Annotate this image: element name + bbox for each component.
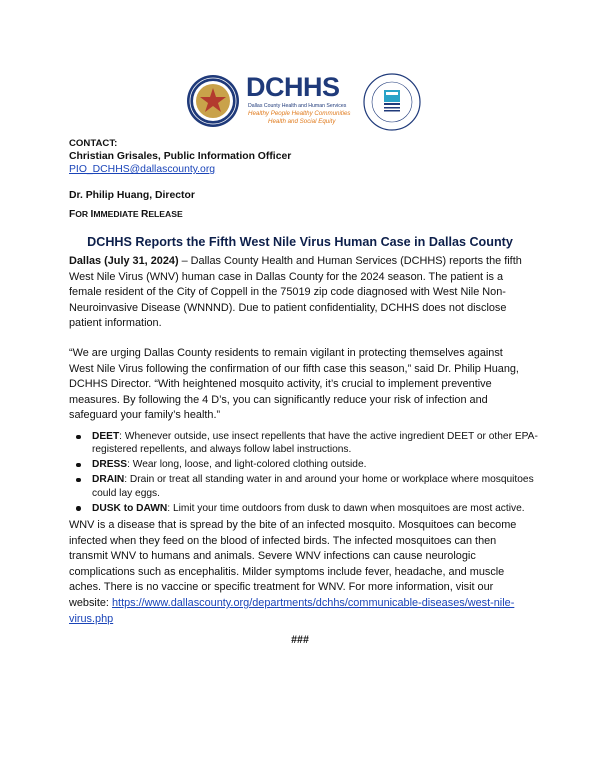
paragraph-quote [69,346,539,424]
bullet-text: : Wear long, loose, and light-colored clothing outside. [127,459,367,471]
bullet-line [92,430,549,443]
para1-line: Neuroinvasive Disease (WNNND). Due to patient confidentiality, DCHHS does not disclose [69,301,507,314]
para2-line: “We are urging Dallas County residents to remain vigilant in protecting themselves against [69,347,503,359]
contact-email-link[interactable]: PIO_DCHHS@dallascounty.org [69,164,216,175]
bullet-line [92,473,549,486]
brand-tagline-2: Health and Social Equity [268,118,336,125]
press-release-title: DCHHS Reports the Fifth West Nile Virus Human Case in Dallas County [87,235,513,249]
bullet-line: could lay eggs. [92,487,160,499]
release-word-for: OR [75,209,91,219]
para1-line-text: – Dallas County Health and Human Services (DCHHS) reports the fifth [178,255,522,267]
para1-line: female resident of the City of Coppell in the 75019 zip code diagnosed with West Nile Non- [69,286,506,299]
bullet-term: DRAIN [92,474,125,486]
header-logos [0,70,600,134]
list-item [69,502,549,515]
accreditation-seal-icon [362,72,422,132]
release-letter-r: R [140,209,149,220]
brand-name: DCHHS [246,72,340,102]
four-ds-list [69,430,549,517]
para3-line: infected when they feed on the blood of infected birds. The infected mosquitoes can then [69,534,497,547]
bullet-icon [76,435,81,440]
release-letter-i: I [90,209,94,220]
bullet-term: DRESS [92,459,128,471]
county-seal-icon [186,74,240,128]
list-item [69,430,549,457]
para2-line: DCHHS Director. “With heightened mosquito activity, it’s crucial to implement preventive [69,378,492,391]
bullet-text: : Drain or treat all standing water in and around your home or workplace where mosquitoes [124,474,534,486]
website-link[interactable]: https://www.dallascounty.org/departments/dchhs/communicable-diseases/west-nile- [111,596,515,609]
paragraph-wnv-info [69,518,539,627]
bullet-line [92,502,549,515]
release-label [69,208,183,221]
para1-line [69,254,539,270]
bullet-line: registered repellents, and always follow label instructions. [92,444,352,456]
release-letter-f: F [69,209,76,220]
para3-line: WNV is a disease that is spread by the bite of an infected mosquito. Mosquitoes can become [69,519,517,531]
para3-line [69,596,539,612]
website-link-cont[interactable]: virus.php [69,612,114,625]
dateline: Dallas (July 31, 2024) [69,255,179,267]
bullet-icon [76,463,81,468]
bullet-term: DEET [92,431,120,442]
list-item [69,458,549,471]
contact-label: CONTACT: [69,138,118,149]
para2-line: measures. By following the 4 D’s, you can significantly reduce your risk of infection and [69,393,488,406]
end-mark: ### [291,634,309,646]
release-word-release: ELEASE [148,209,183,219]
brand-tagline: Healthy People Healthy Communities [248,110,351,117]
list-item [69,473,549,500]
para3-line: aches. There is no vaccine or specific treatment for WNV. For more information, visit our [69,581,494,594]
brand-subtitle: Dallas County Health and Human Services [248,103,347,109]
contact-officer: Christian Grisales, Public Information Officer [69,151,292,162]
para1-line: West Nile Virus (WNV) human case in Dallas County for the 2024 season. The patient is a [69,270,504,283]
para2-line: West Nile Virus following the confirmation of our fifth case this season,” said Dr. Philip Huang, [69,362,519,375]
paragraph-announcement [69,254,539,332]
bullet-line [92,458,549,471]
bullet-text: : Whenever outside, use insect repellents that have the active ingredient DEET or other EPA- [119,431,538,442]
bullet-term: DUSK to DAWN [92,502,168,514]
para2-line: safeguard your family’s health.” [69,409,221,422]
para3-line [69,612,539,628]
dchhs-brand [246,72,358,132]
para1-line: patient information. [69,317,162,330]
bullet-icon [76,478,81,483]
director-name: Dr. Philip Huang, Director [69,190,195,201]
website-label: website: [69,596,112,609]
bullet-text: : Limit your time outdoors from dusk to dawn when mosquitoes are most active. [167,502,525,514]
bullet-icon [76,506,81,511]
release-word-immediate: MMEDIATE [93,209,141,219]
para3-line: complications such as encephalitis. Milder symptoms include fever, headache, and muscle [69,565,505,578]
para3-line: transmit WNV to humans and animals. Severe WNV infections can cause neurologic [69,550,476,563]
